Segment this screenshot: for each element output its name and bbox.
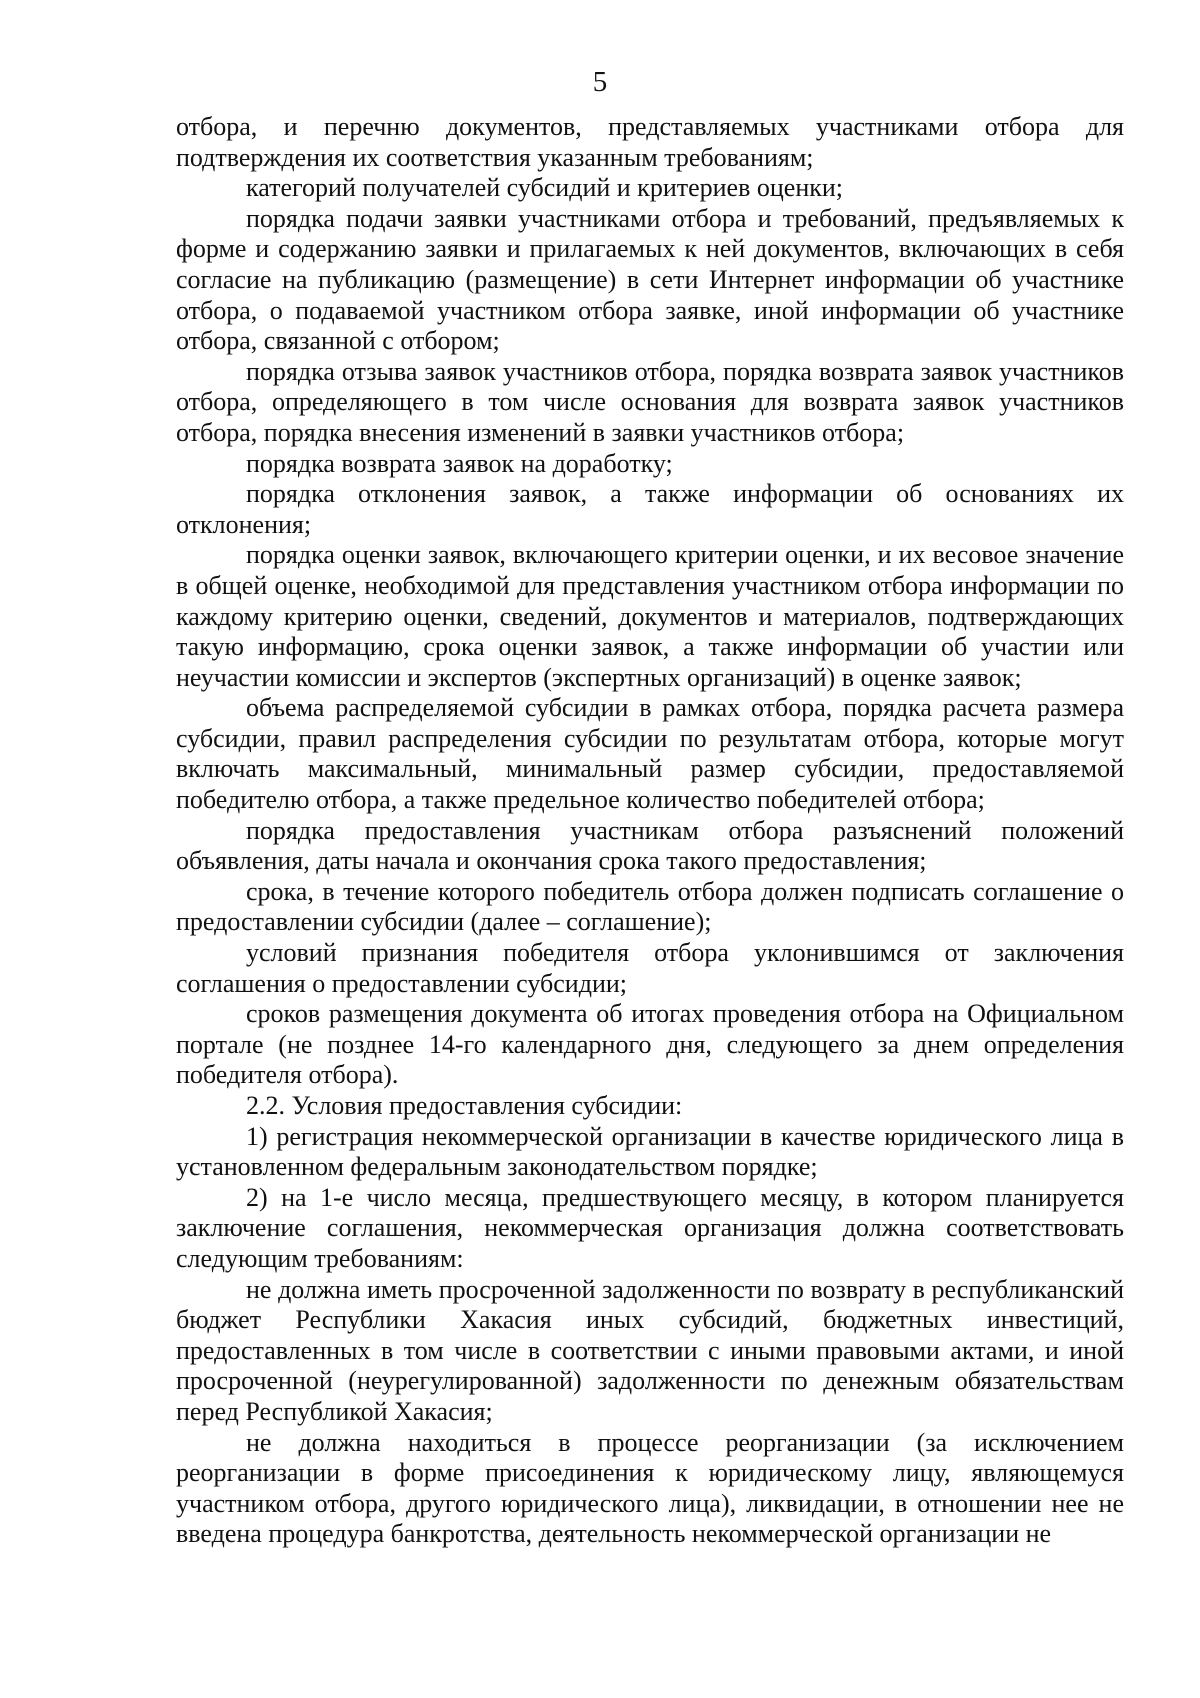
paragraph: порядка оценки заявок, включающего критерии оценки, и их весовое значение в общей оценке, необходимой для представления участником отбора информации по каждому критерию оценки, сведений, документов и материалов, подтверждающих такую информацию, срока оценки заявок, а также информации об участии или неучастии комиссии и экспертов (экспертных организаций) в оценке заявок; bbox=[176, 540, 1124, 692]
paragraph: порядка отклонения заявок, а также информации об основаниях их отклонения; bbox=[176, 479, 1124, 539]
paragraph: категорий получателей субсидий и критериев оценки; bbox=[246, 173, 843, 203]
paragraph: 2) на 1-е число месяца, предшествующего месяцу, в котором планируется заключение соглашения, некоммерческая организация должна соответствовать следующим требованиям: bbox=[176, 1182, 1124, 1273]
paragraph: 1) регистрация некоммерческой организации в качестве юридического лица в установленном федеральным законодательством порядке; bbox=[176, 1121, 1124, 1182]
paragraph: объема распределяемой субсидии в рамках отбора, порядка расчета размера субсидии, правил распределения субсидии по результатам отбора, которые могут включать максимальный, минимальный размер субсидии, предоставляемой победителю отбора, а также предельное количество победителей отбора; bbox=[176, 693, 1124, 815]
paragraph: сроков размещения документа об итогах проведения отбора на Официальном портале (не позднее 14-го календарного дня, следующего за днем определения победителя отбора). bbox=[176, 999, 1124, 1090]
paragraph: не должна иметь просроченной задолженности по возврату в республиканский бюджет Республики Хакасия иных субсидий, бюджетных инвестиций, предоставленных в том числе в соответствии с иными правовыми актами, и иной просроченной (неурегулированной) задолженности по денежным обязательствам перед Республикой Хакасия; bbox=[176, 1274, 1124, 1426]
document-body bbox=[176, 112, 1124, 1550]
paragraph: порядка отзыва заявок участников отбора, порядка возврата заявок участников отбора, определяющего в том числе основания для возврата заявок участников отбора, порядка внесения изменений в заявки участников отбора; bbox=[176, 356, 1124, 447]
section-heading: 2.2. Условия предоставления субсидии: bbox=[246, 1091, 683, 1120]
page-number: 5 bbox=[592, 66, 608, 98]
paragraph: порядка возврата заявок на доработку; bbox=[246, 448, 673, 478]
paragraph: порядка подачи заявки участниками отбора и требований, предъявляемых к форме и содержанию заявки и прилагаемых к ней документов, включающих в себя согласие на публикацию (размещение) в сети Интернет информации об участнике отбора, о подаваемой участником отбора заявке, иной информации об участнике отбора, связанной с отбором; bbox=[176, 203, 1124, 356]
paragraph: отбора, и перечню документов, представляемых участниками отбора для подтверждения их соответствия указанным требованиям; bbox=[176, 112, 1124, 172]
paragraph: не должна находиться в процессе реорганизации (за исключением реорганизации в форме присоединения к юридическому лицу, являющемуся участником отбора, другого юридического лица), ликвидации, в отношении нее не введена процедура банкротства, деятельность некоммерческой организации не bbox=[176, 1427, 1124, 1549]
paragraph: порядка предоставления участникам отбора разъяснений положений объявления, даты начала и окончания срока такого предоставления; bbox=[176, 815, 1124, 876]
paragraph: срока, в течение которого победитель отбора должен подписать соглашение о предоставлении субсидии (далее – соглашение); bbox=[176, 876, 1124, 937]
paragraph: условий признания победителя отбора уклонившимся от заключения соглашения о предоставлении субсидии; bbox=[176, 938, 1124, 998]
